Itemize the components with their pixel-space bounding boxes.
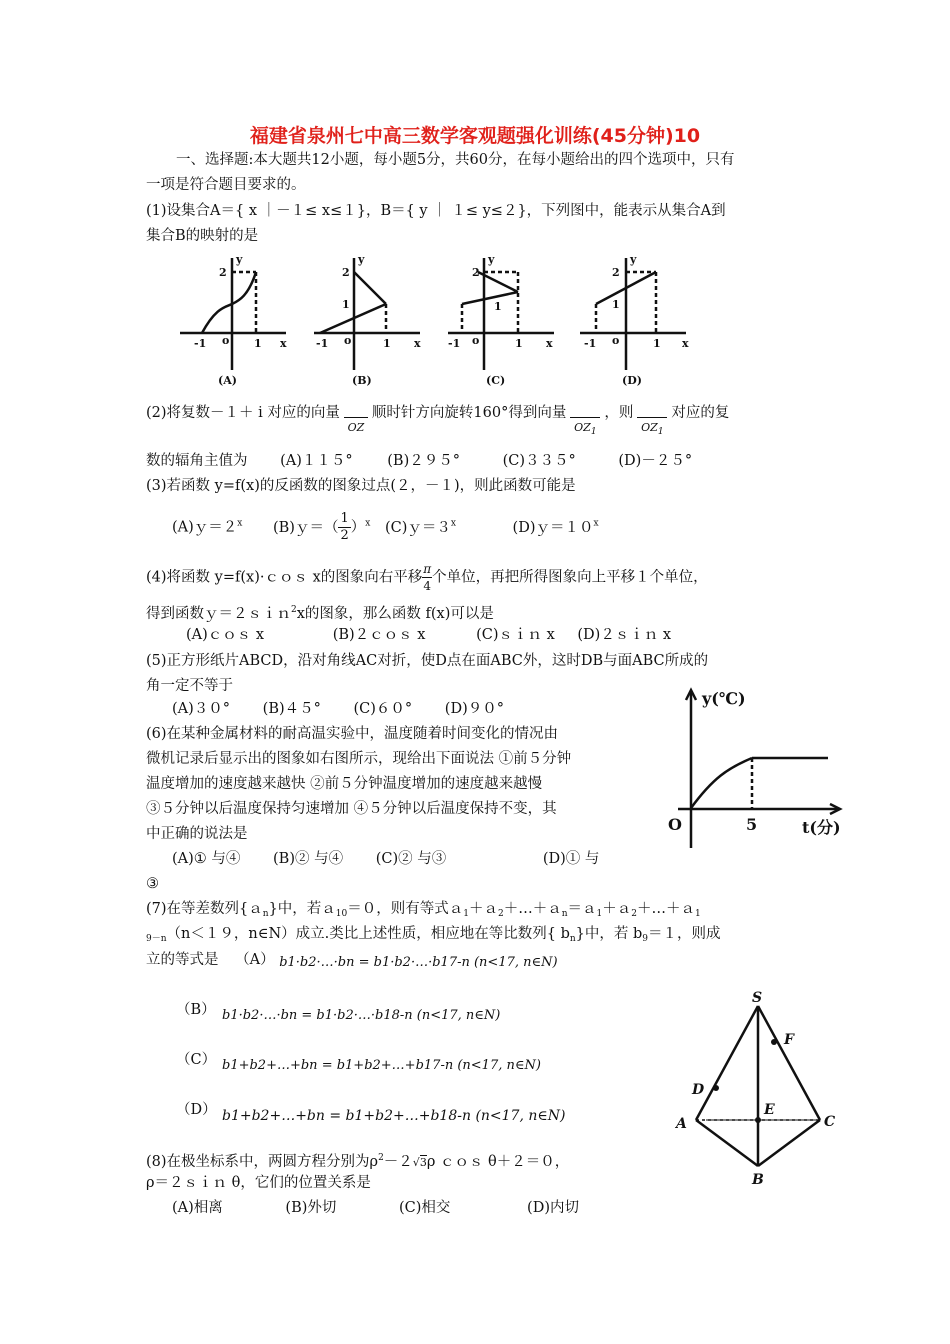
q7-option-b-label[interactable]: （B）	[176, 1002, 216, 1018]
page-title: 福建省泉州七中高三数学客观题强化训练(45分钟)10	[249, 125, 701, 147]
graph-d-label: (D)	[622, 374, 642, 387]
q1-line-2: 集合B的映射的是	[146, 228, 259, 244]
graph-c	[448, 258, 554, 370]
q2-option-c[interactable]: (C)３３５°	[502, 453, 576, 469]
q2-vec-oz1-sub: 1	[590, 427, 597, 437]
temp-graph-xlabel: t(分)	[802, 818, 841, 837]
q3-option-c[interactable]: (C)ｙ＝３	[384, 519, 451, 536]
temp-graph-ylabel: y(℃)	[702, 689, 746, 708]
q7-option-a-label[interactable]: （A）	[235, 952, 275, 968]
graph-a-tick: o	[222, 334, 230, 347]
graph-c-tick: o	[472, 334, 480, 347]
graph-a-tick: 1	[254, 337, 262, 350]
pyramid-label-a: A	[676, 1116, 687, 1132]
q2-option-b[interactable]: (B)２９５°	[387, 453, 460, 469]
q8-sqrt-val: 3	[419, 1156, 427, 1169]
q2-vec-oz1b-sub: 1	[657, 427, 664, 437]
q5-option-d[interactable]: (D)９０°	[444, 701, 504, 717]
q5-option-a[interactable]: (A)３０°	[172, 701, 231, 717]
q7-option-c-label[interactable]: （C）	[176, 1052, 217, 1068]
q5-option-b[interactable]: (B)４５°	[262, 701, 321, 717]
q5-options	[172, 699, 504, 719]
graph-b-label: (B)	[352, 374, 372, 387]
graph-a-label: (A)	[218, 374, 237, 387]
q2-line-1	[146, 403, 729, 442]
graph-b-tick: 1	[383, 337, 391, 350]
q3-option-d[interactable]: (D)ｙ＝１０	[512, 519, 594, 536]
graph-b-tick: y	[358, 253, 365, 266]
q4-option-c[interactable]: (C)ｓｉｎ x	[476, 627, 555, 643]
graph-d-tick: 2	[612, 266, 620, 279]
q3-exp: x	[593, 518, 599, 529]
graph-c-tick: 2	[472, 266, 480, 279]
q4-line-2	[146, 600, 494, 624]
q6-option-c[interactable]: (C)② 与③	[375, 851, 447, 867]
q3-frac	[338, 511, 350, 544]
graph-d-tick: x	[682, 337, 689, 350]
q7-line-1: (7)在等差数列{ａ$_n$}中，若ａ$_{10}$＝０，则有等式ａ$_1$＋ａ$_2$＋…＋ａ$_n$＝ａ$_1$＋ａ$_2$＋…＋ａ$_1$	[146, 901, 701, 919]
graph-d-tick: o	[612, 334, 620, 347]
q2-text-b: 顺时针方向旋转160°得到向量	[371, 405, 567, 421]
q4-option-a[interactable]: (A)ｃｏｓ x	[186, 627, 265, 643]
pyramid-label-c: C	[824, 1114, 836, 1130]
graph-c-tick: -1	[448, 337, 461, 350]
q7-option-b-formula: b1·b2·…·bn = b1·b2·…·b18-n (n<17, n∈N)	[222, 1008, 501, 1023]
q7-t5: ＋…＋ａ	[503, 901, 562, 917]
q4-text-2b: x的图象，那么函数 f(x)可以是	[296, 606, 494, 622]
q2-text-2: 数的辐角主值为	[146, 453, 248, 469]
q7-t10: }中，若 b	[575, 926, 643, 942]
q7-t6: ＝ａ	[567, 901, 597, 917]
q1-graphs-figure	[176, 252, 696, 392]
q6-line-5: 中正确的说法是	[146, 826, 248, 842]
q2-vec-oz1-b	[637, 417, 667, 442]
intro-line-1: 一、选择题:本大题共12小题，每小题5分，共60分，在每小题给出的四个选项中，只有	[176, 152, 735, 168]
q7-option-c-formula: b1+b2+…+bn = b1+b2+…+b17-n (n<17, n∈N)	[222, 1058, 541, 1073]
graph-d-tick: 1	[653, 337, 661, 350]
q8-option-d[interactable]: (D)内切	[527, 1200, 579, 1216]
q1-line-1: (1)设集合A＝{ x ｜－１≤ x≤１}，B＝{ y ｜ １≤ y≤２}，下列图中，能表示从集合A到	[146, 203, 726, 219]
q4-frac-num: π	[423, 562, 432, 576]
pyramid-label-f: F	[784, 1032, 794, 1048]
q4-sup: 2	[291, 605, 297, 615]
q2-text-c: ，则	[604, 405, 634, 421]
q4-frac	[422, 561, 432, 594]
q7-t8: ＋…＋ａ	[636, 901, 695, 917]
q2-vec-oz1b-text: OZ	[641, 421, 658, 434]
q3-options	[172, 511, 599, 544]
q2-vec-oz1-text: OZ	[574, 421, 591, 434]
graph-b	[314, 258, 420, 370]
graph-b-tick: x	[414, 337, 421, 350]
q3-frac-num: 1	[340, 511, 349, 526]
q6-option-a[interactable]: (A)① 与④	[172, 851, 241, 867]
q7-t3: ＝０，则有等式ａ	[347, 901, 464, 917]
graph-a-tick: y	[236, 253, 243, 266]
graph-b-tick: 2	[342, 266, 350, 279]
q3-option-b[interactable]: (B)ｙ＝（	[272, 519, 339, 536]
q8-option-a[interactable]: (A)相离	[172, 1200, 223, 1216]
q7-line-2: $_{9-n}$（n＜１９，n∈N）成立.类比上述性质，相应地在等比数列{ $b_n$}中，若 $b_9=1$，则成	[146, 926, 721, 944]
q2-vec-oz: OZ	[344, 417, 368, 438]
q8-line-2: ρ＝２ｓｉｎ θ，它们的位置关系是	[146, 1175, 371, 1191]
q6-line-4: ③５分钟以后温度保持匀速增加 ④５分钟以后温度保持不变，其	[146, 801, 557, 817]
graph-c-tick: 1	[515, 337, 523, 350]
q7-t11: ＝１，则成	[648, 926, 721, 942]
graph-d-tick: 1	[612, 298, 620, 311]
q5-option-c[interactable]: (C)６０°	[353, 701, 413, 717]
temp-graph-origin: O	[668, 815, 682, 834]
graph-a-tick: x	[280, 337, 287, 350]
q2-option-d[interactable]: (D)－２５°	[618, 453, 693, 469]
q4-text-2: 得到函数ｙ＝２ｓｉｎ	[146, 606, 291, 622]
q7-t9: （n＜１９，n∈N）成立.类比上述性质，相应地在等比数列{ b	[166, 926, 570, 942]
graph-c-label: (C)	[486, 374, 506, 387]
q6-line-2: 微机记录后显示出的图象如右图所示，现给出下面说法 ①前５分钟	[146, 751, 572, 767]
q7-option-d-label[interactable]: （D）	[176, 1102, 217, 1118]
pyramid-label-d: D	[692, 1082, 705, 1098]
q8-options	[172, 1198, 579, 1218]
q7-t12: 立的等式是	[146, 952, 219, 968]
q2-text-a: (2)将复数－１＋ i 对应的向量	[146, 405, 340, 421]
q7-line-3	[146, 950, 558, 971]
q7-option-a-formula: b1·b2·…·bn = b1·b2·…·b17-n (n<17, n∈N)	[279, 955, 558, 970]
q8-sup: 2	[378, 1153, 384, 1163]
q3-option-a[interactable]: (A)ｙ＝２	[172, 519, 238, 536]
q3-frac-den: 2	[340, 528, 349, 543]
q3-exp: x	[450, 518, 456, 529]
q8-t3: ρ ｃｏｓ θ＋２＝０，	[426, 1154, 570, 1170]
q3-exp: x	[237, 518, 243, 529]
temperature-graph	[658, 680, 863, 860]
pyramid-label-s: S	[752, 990, 763, 1006]
q8-option-b[interactable]: (B)外切	[285, 1200, 337, 1216]
graph-d-tick: y	[630, 253, 637, 266]
q6-option-tail: ③	[146, 876, 159, 892]
q8-t1: (8)在极坐标系中，两圆方程分别为ρ	[146, 1154, 379, 1170]
q8-sqrt: √3	[412, 1156, 427, 1169]
q6-line-1: (6)在某种金属材料的耐高温实验中，温度随着时间变化的情况由	[146, 726, 559, 742]
q7-t4: ＋ａ	[468, 901, 498, 917]
q2-option-a[interactable]: (A)１１５°	[280, 453, 353, 469]
graph-c-tick: x	[546, 337, 553, 350]
q4-frac-den: 4	[423, 579, 432, 593]
graph-a-tick: -1	[194, 337, 207, 350]
q4-option-d[interactable]: (D)２ｓｉｎ x	[577, 627, 672, 643]
q6-option-b[interactable]: (B)② 与④	[273, 851, 344, 867]
q8-t2: －２	[383, 1154, 413, 1170]
q2-text-d: 对应的复	[671, 405, 730, 421]
graph-a	[180, 258, 286, 370]
pyramid-label-e: E	[764, 1102, 775, 1118]
q4-text-a: (4)将函数 y=f(x)·ｃｏｓ x的图象向右平移	[146, 569, 423, 586]
q5-line-1: (5)正方形纸片ABCD，沿对角线AC对折，使D点在面ABC外，这时DB与面ABC所成的	[146, 653, 709, 669]
q8-option-c[interactable]: (C)相交	[399, 1200, 451, 1216]
graph-c-tick: 1	[494, 300, 502, 313]
q7-t1: (7)在等差数列{ａ	[146, 901, 263, 917]
q6-options	[172, 849, 599, 869]
q3-line-1: (3)若函数 y=f(x)的反函数的图象过点(２，－１)，则此函数可能是	[146, 478, 576, 494]
pyramid-label-b: B	[752, 1172, 764, 1188]
graph-d	[580, 258, 686, 370]
graph-a-tick: 2	[219, 266, 227, 279]
graph-c-tick: y	[488, 253, 495, 266]
q3-exp: x	[365, 518, 371, 529]
temp-graph-mark: 5	[746, 815, 758, 834]
q6-option-d[interactable]: (D)① 与	[542, 851, 600, 867]
graph-b-tick: 1	[342, 298, 350, 311]
q2-line-2	[146, 451, 692, 471]
q4-option-b[interactable]: (B)２ｃｏｓ x	[332, 627, 426, 643]
q5-line-2: 角一定不等于	[146, 678, 233, 694]
intro-line-2: 一项是符合题目要求的。	[146, 177, 306, 193]
pyramid-figure	[672, 988, 842, 1188]
q4-line-1	[146, 561, 708, 594]
q7-t7: ＋ａ	[602, 901, 632, 917]
q7-option-d-formula: b1+b2+…+bn = b1+b2+…+b18-n (n<17, n∈N)	[222, 1108, 566, 1124]
q4-text-b: 个单位，再把所得图象向上平移１个单位，	[432, 569, 708, 586]
q6-line-3: 温度增加的速度越来越快 ②前５分钟温度增加的速度越来越慢	[146, 776, 543, 792]
graph-b-tick: -1	[316, 337, 329, 350]
q3-option-b-close: ）	[350, 519, 366, 536]
graph-d-tick: -1	[584, 337, 597, 350]
q2-vec-oz1	[570, 417, 600, 442]
q4-options	[186, 625, 671, 645]
graph-b-tick: o	[344, 334, 352, 347]
q7-t2: }中，若ａ	[268, 901, 336, 917]
q8-line-1	[146, 1148, 569, 1173]
